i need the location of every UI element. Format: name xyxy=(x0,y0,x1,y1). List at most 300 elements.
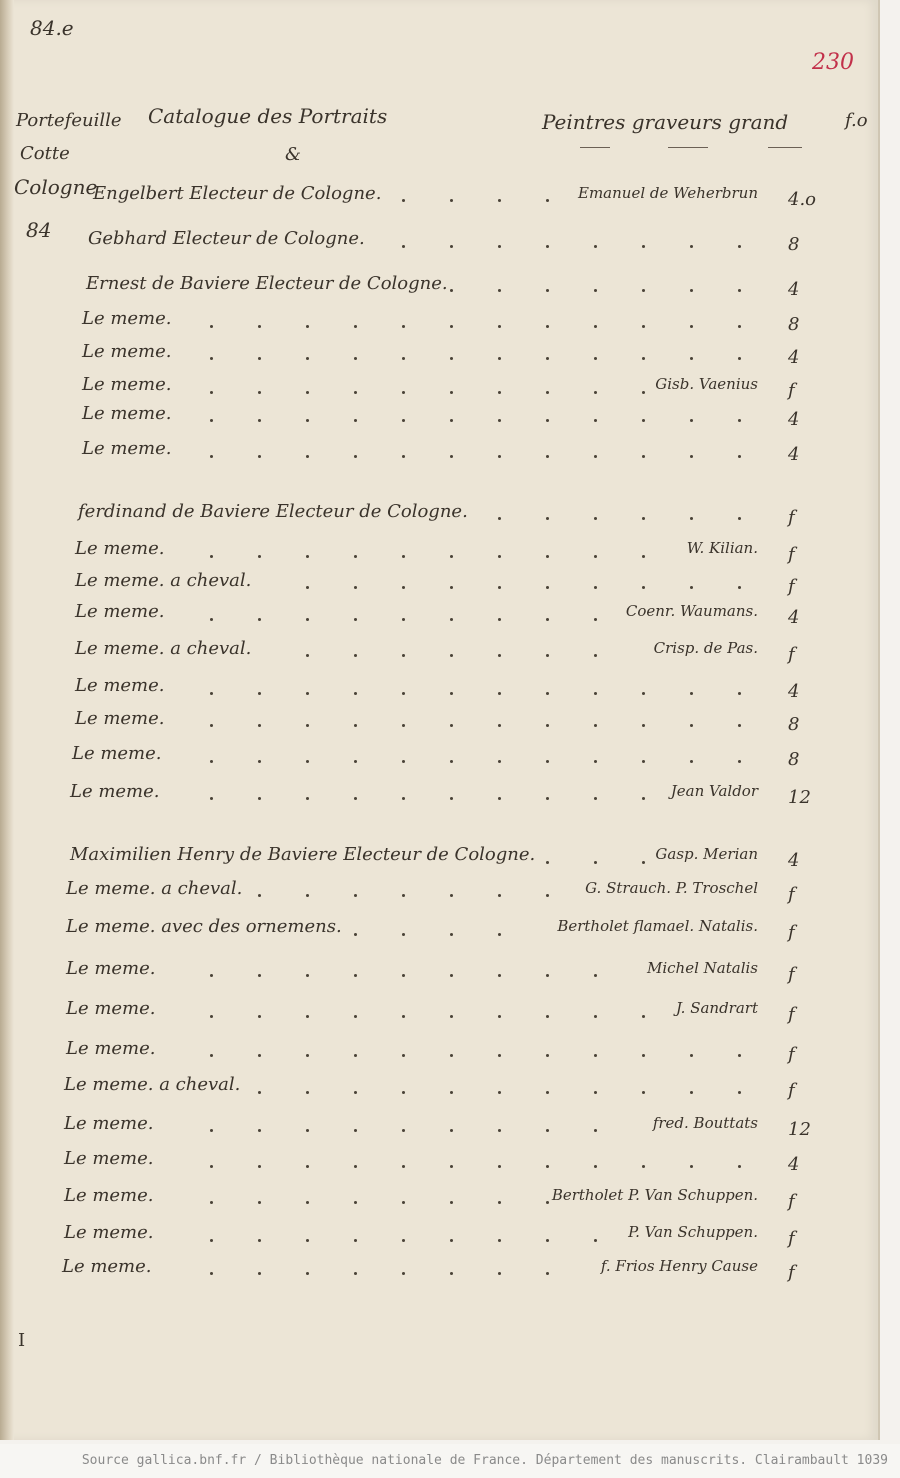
entry-size: f xyxy=(788,544,795,565)
leader-dot xyxy=(546,357,549,360)
entry-size: f xyxy=(788,884,795,905)
leader-dot xyxy=(594,325,597,328)
leader-dot xyxy=(498,289,501,292)
leader-dot xyxy=(306,974,309,977)
leader-dot xyxy=(306,894,309,897)
leader-dot xyxy=(402,391,405,394)
leader-dot xyxy=(354,586,357,589)
leader-dot xyxy=(258,1165,261,1168)
header-ampersand: & xyxy=(285,144,302,165)
leader-dot xyxy=(450,357,453,360)
leader-dot xyxy=(450,1239,453,1242)
leader-dot xyxy=(642,419,645,422)
entry-artist: Bertholet flamael. Natalis. xyxy=(557,917,758,935)
leader-dot xyxy=(546,894,549,897)
entry-artist: Gisb. Vaenius xyxy=(655,375,758,393)
leader-dot xyxy=(546,1272,549,1275)
leader-dot xyxy=(402,245,405,248)
leader-dot xyxy=(594,1129,597,1132)
leader-dot xyxy=(306,419,309,422)
leader-dot xyxy=(546,760,549,763)
entry-title: Le meme. xyxy=(82,438,172,459)
leader-dot xyxy=(450,797,453,800)
leader-dot xyxy=(354,894,357,897)
leader-dot xyxy=(546,618,549,621)
leader-dot xyxy=(402,1272,405,1275)
leader-dot xyxy=(690,1165,693,1168)
entry-title: Engelbert Electeur de Cologne. xyxy=(93,183,382,204)
leader-dot xyxy=(498,555,501,558)
leader-dot xyxy=(546,724,549,727)
entry-title: Le meme. xyxy=(75,675,165,696)
entry-title: Le meme. xyxy=(75,601,165,622)
leader-dot xyxy=(210,797,213,800)
leader-dot xyxy=(546,1129,549,1132)
leader-dot xyxy=(450,1091,453,1094)
leader-dot xyxy=(594,861,597,864)
entry-size: 4.o xyxy=(788,189,817,210)
leader-dot xyxy=(354,1201,357,1204)
leader-dot xyxy=(450,1165,453,1168)
entry-size: 4 xyxy=(788,444,800,465)
entry-artist: Bertholet P. Van Schuppen. xyxy=(551,1186,758,1204)
leader-dot xyxy=(306,618,309,621)
leader-dot xyxy=(258,391,261,394)
leader-dot xyxy=(498,586,501,589)
leader-dot xyxy=(498,724,501,727)
leader-dot xyxy=(498,245,501,248)
entry-title: Le meme. xyxy=(66,1038,156,1059)
leader-dot xyxy=(354,555,357,558)
leader-dot xyxy=(354,618,357,621)
leader-dot xyxy=(594,724,597,727)
leader-dot xyxy=(450,760,453,763)
leader-dot xyxy=(594,419,597,422)
entry-artist: Coenr. Waumans. xyxy=(625,602,758,620)
leader-dot xyxy=(306,1165,309,1168)
folio-number: 230 xyxy=(812,50,854,75)
leader-dot xyxy=(402,1015,405,1018)
entry-size: f xyxy=(788,922,795,943)
leader-dot xyxy=(306,797,309,800)
leader-dot xyxy=(594,618,597,621)
leader-dot xyxy=(354,692,357,695)
leader-dot xyxy=(306,391,309,394)
leader-dot xyxy=(258,1054,261,1057)
leader-dot xyxy=(306,654,309,657)
leader-dot xyxy=(450,724,453,727)
leader-dot xyxy=(258,618,261,621)
leader-dot xyxy=(546,325,549,328)
leader-dot xyxy=(258,724,261,727)
leader-dot xyxy=(642,1091,645,1094)
entry-size: 4 xyxy=(788,681,800,702)
leader-dot xyxy=(258,325,261,328)
leader-dot xyxy=(738,357,741,360)
entry-title: Le meme. xyxy=(64,1185,154,1206)
leader-dot xyxy=(498,1054,501,1057)
leader-dot xyxy=(738,289,741,292)
leader-dot xyxy=(258,894,261,897)
leader-dot xyxy=(258,1239,261,1242)
leader-dot xyxy=(642,1054,645,1057)
entry-title: Gebhard Electeur de Cologne. xyxy=(88,228,365,249)
entry-size: f xyxy=(788,1004,795,1025)
leader-dot xyxy=(210,391,213,394)
leader-dot xyxy=(354,724,357,727)
leader-dot xyxy=(258,555,261,558)
leader-dot xyxy=(738,517,741,520)
leader-dot xyxy=(450,1054,453,1057)
leader-dot xyxy=(642,692,645,695)
leader-dot xyxy=(642,724,645,727)
leader-dot xyxy=(402,894,405,897)
entry-artist: Crisp. de Pas. xyxy=(653,639,758,657)
leader-dot xyxy=(258,974,261,977)
leader-dot xyxy=(258,797,261,800)
leader-dot xyxy=(354,797,357,800)
entry-size: f xyxy=(788,1262,795,1283)
entry-size: 4 xyxy=(788,409,800,430)
leader-dot xyxy=(498,618,501,621)
entry-artist: Jean Valdor xyxy=(670,782,758,800)
leader-dot xyxy=(354,974,357,977)
leader-dot xyxy=(546,517,549,520)
leader-dot xyxy=(450,586,453,589)
leader-dot xyxy=(498,1239,501,1242)
leader-dot xyxy=(498,455,501,458)
leader-dot xyxy=(210,357,213,360)
leader-dot xyxy=(306,724,309,727)
leader-dot xyxy=(210,1272,213,1275)
leader-dot xyxy=(642,517,645,520)
entry-title: Maximilien Henry de Baviere Electeur de Cologne. xyxy=(70,844,536,865)
leader-dot xyxy=(450,419,453,422)
leader-dot xyxy=(258,455,261,458)
leader-dot xyxy=(498,1091,501,1094)
entry-title: Le meme. xyxy=(82,374,172,395)
leader-dot xyxy=(498,1272,501,1275)
entry-size: f xyxy=(788,1044,795,1065)
leader-dot xyxy=(594,391,597,394)
leader-dot xyxy=(738,245,741,248)
leader-dot xyxy=(594,1239,597,1242)
leader-dot xyxy=(258,1129,261,1132)
leader-dot xyxy=(354,1239,357,1242)
leader-dot xyxy=(594,1054,597,1057)
entry-title: Le meme. a cheval. xyxy=(64,1074,241,1095)
entry-artist: G. Strauch. P. Troschel xyxy=(585,879,758,897)
leader-dot xyxy=(210,1054,213,1057)
leader-dot xyxy=(210,724,213,727)
leader-dot xyxy=(690,724,693,727)
leader-dot xyxy=(594,517,597,520)
leader-dot xyxy=(642,861,645,864)
leader-dot xyxy=(354,325,357,328)
source-footer: Source gallica.bnf.fr / Bibliothèque nationale de France. Département des manuscrits. Clairambault 1039 xyxy=(0,1444,900,1478)
entry-size: f xyxy=(788,1191,795,1212)
leader-dot xyxy=(402,1054,405,1057)
leader-dot xyxy=(402,654,405,657)
header-catalogue: Catalogue des Portraits xyxy=(148,104,388,128)
entry-artist: Michel Natalis xyxy=(647,959,758,977)
leader-dot xyxy=(546,419,549,422)
leader-dot xyxy=(450,1272,453,1275)
leader-dot xyxy=(498,419,501,422)
entry-size: f xyxy=(788,380,795,401)
entry-size: f xyxy=(788,644,795,665)
leader-dot xyxy=(210,692,213,695)
leader-dot xyxy=(258,1091,261,1094)
leader-dot xyxy=(354,654,357,657)
entry-size: 8 xyxy=(788,714,800,735)
leader-dot xyxy=(594,245,597,248)
top-reference: 84.e xyxy=(30,16,74,40)
leader-dot xyxy=(258,419,261,422)
entry-artist: Gasp. Merian xyxy=(655,845,758,863)
leader-dot xyxy=(450,199,453,202)
entry-artist: J. Sandrart xyxy=(675,999,758,1017)
leader-dot xyxy=(402,1165,405,1168)
entry-artist: fred. Bouttats xyxy=(652,1114,758,1132)
leader-dot xyxy=(306,1015,309,1018)
leader-dot xyxy=(402,199,405,202)
leader-dot xyxy=(498,199,501,202)
margin-cotte: Cotte xyxy=(20,143,70,164)
leader-dot xyxy=(546,692,549,695)
header-underline-2 xyxy=(668,147,708,148)
leader-dot xyxy=(738,760,741,763)
entry-title: Ernest de Baviere Electeur de Cologne. xyxy=(86,273,448,294)
entry-size: f xyxy=(788,964,795,985)
leader-dot xyxy=(546,289,549,292)
leader-dot xyxy=(594,357,597,360)
leader-dot xyxy=(210,455,213,458)
leader-dot xyxy=(546,797,549,800)
leader-dot xyxy=(306,1239,309,1242)
leader-dot xyxy=(210,1015,213,1018)
leader-dot xyxy=(546,1091,549,1094)
leader-dot xyxy=(738,325,741,328)
leader-dot xyxy=(690,760,693,763)
leader-dot xyxy=(738,1054,741,1057)
leader-dot xyxy=(210,1239,213,1242)
entry-title: Le meme. a cheval. xyxy=(75,638,252,659)
entry-title: Le meme. xyxy=(75,708,165,729)
entry-title: Le meme. xyxy=(66,998,156,1019)
leader-dot xyxy=(450,245,453,248)
leader-dot xyxy=(306,1201,309,1204)
entry-size: 4 xyxy=(788,279,800,300)
entry-title: Le meme. a cheval. xyxy=(66,878,243,899)
leader-dot xyxy=(690,325,693,328)
leader-dot xyxy=(306,455,309,458)
entry-size: 4 xyxy=(788,347,800,368)
leader-dot xyxy=(498,325,501,328)
leader-dot xyxy=(594,1165,597,1168)
leader-dot xyxy=(450,974,453,977)
leader-dot xyxy=(450,1129,453,1132)
entry-title: Le meme. xyxy=(72,743,162,764)
entry-title: Le meme. xyxy=(64,1222,154,1243)
leader-dot xyxy=(738,692,741,695)
entry-size: 12 xyxy=(788,787,811,808)
leader-dot xyxy=(642,357,645,360)
leader-dot xyxy=(306,760,309,763)
leader-dot xyxy=(738,455,741,458)
header-underline-3 xyxy=(768,147,802,148)
leader-dot xyxy=(354,760,357,763)
entry-title: Le meme. xyxy=(82,308,172,329)
leader-dot xyxy=(450,325,453,328)
leader-dot xyxy=(642,391,645,394)
entry-title: Le meme. xyxy=(64,1148,154,1169)
leader-dot xyxy=(498,654,501,657)
leader-dot xyxy=(402,760,405,763)
leader-dot xyxy=(546,555,549,558)
leader-dot xyxy=(354,1091,357,1094)
leader-dot xyxy=(210,419,213,422)
leader-dot xyxy=(306,1272,309,1275)
margin-portefeuille: Portefeuille xyxy=(16,110,122,131)
leader-dot xyxy=(546,974,549,977)
entry-size: 12 xyxy=(788,1119,811,1140)
entry-artist: Emanuel de Weherbrun xyxy=(578,184,758,202)
leader-dot xyxy=(690,357,693,360)
leader-dot xyxy=(738,419,741,422)
leader-dot xyxy=(402,555,405,558)
leader-dot xyxy=(402,618,405,621)
leader-dot xyxy=(450,618,453,621)
leader-dot xyxy=(642,455,645,458)
entry-size: f xyxy=(788,1080,795,1101)
leader-dot xyxy=(738,1091,741,1094)
leader-dot xyxy=(546,654,549,657)
leader-dot xyxy=(594,289,597,292)
leader-dot xyxy=(354,357,357,360)
leader-dot xyxy=(402,692,405,695)
leader-dot xyxy=(210,1165,213,1168)
leader-dot xyxy=(594,974,597,977)
leader-dot xyxy=(690,1054,693,1057)
entry-title: Le meme. xyxy=(70,781,160,802)
leader-dot xyxy=(450,391,453,394)
leader-dot xyxy=(450,692,453,695)
leader-dot xyxy=(306,555,309,558)
leader-dot xyxy=(210,618,213,621)
leader-dot xyxy=(498,760,501,763)
leader-dot xyxy=(546,1054,549,1057)
leader-dot xyxy=(690,419,693,422)
leader-dot xyxy=(642,289,645,292)
leader-dot xyxy=(306,1091,309,1094)
leader-dot xyxy=(546,1239,549,1242)
leader-dot xyxy=(354,1129,357,1132)
entry-title: Le meme. xyxy=(64,1113,154,1134)
leader-dot xyxy=(690,586,693,589)
leader-dot xyxy=(450,555,453,558)
leader-dot xyxy=(354,933,357,936)
bottom-margin-mark: I xyxy=(18,1330,26,1351)
entry-title: Le meme. xyxy=(75,538,165,559)
leader-dot xyxy=(498,1201,501,1204)
leader-dot xyxy=(546,199,549,202)
leader-dot xyxy=(402,586,405,589)
leader-dot xyxy=(498,357,501,360)
leader-dot xyxy=(498,1165,501,1168)
leader-dot xyxy=(498,797,501,800)
leader-dot xyxy=(690,1091,693,1094)
entry-artist: P. Van Schuppen. xyxy=(628,1223,758,1241)
leader-dot xyxy=(690,289,693,292)
leader-dot xyxy=(690,517,693,520)
leader-dot xyxy=(642,1165,645,1168)
leader-dot xyxy=(354,1272,357,1275)
leader-dot xyxy=(210,974,213,977)
leader-dot xyxy=(690,692,693,695)
header-peintres-graveurs: Peintres graveurs grand xyxy=(542,110,789,134)
leader-dot xyxy=(498,1015,501,1018)
leader-dot xyxy=(450,654,453,657)
header-underline-1 xyxy=(580,147,610,148)
entry-size: 8 xyxy=(788,749,800,770)
entry-size: f xyxy=(788,1228,795,1249)
leader-dot xyxy=(690,245,693,248)
leader-dot xyxy=(258,357,261,360)
leader-dot xyxy=(738,724,741,727)
leader-dot xyxy=(306,325,309,328)
leader-dot xyxy=(354,391,357,394)
leader-dot xyxy=(210,1129,213,1132)
leader-dot xyxy=(642,760,645,763)
leader-dot xyxy=(258,1201,261,1204)
leader-dot xyxy=(354,455,357,458)
leader-dot xyxy=(402,1239,405,1242)
leader-dot xyxy=(594,586,597,589)
leader-dot xyxy=(354,419,357,422)
leader-dot xyxy=(306,1129,309,1132)
leader-dot xyxy=(306,586,309,589)
leader-dot xyxy=(642,555,645,558)
entry-title: Le meme. xyxy=(66,958,156,979)
leader-dot xyxy=(450,455,453,458)
entry-size: 4 xyxy=(788,607,800,628)
leader-dot xyxy=(594,760,597,763)
leader-dot xyxy=(402,325,405,328)
entry-size: 8 xyxy=(788,234,800,255)
leader-dot xyxy=(402,419,405,422)
leader-dot xyxy=(738,586,741,589)
leader-dot xyxy=(450,894,453,897)
leader-dot xyxy=(450,933,453,936)
leader-dot xyxy=(738,1165,741,1168)
leader-dot xyxy=(402,724,405,727)
leader-dot xyxy=(642,1015,645,1018)
leader-dot xyxy=(498,391,501,394)
leader-dot xyxy=(354,1054,357,1057)
entry-title: Le meme. xyxy=(82,341,172,362)
leader-dot xyxy=(402,357,405,360)
leader-dot xyxy=(642,586,645,589)
leader-dot xyxy=(594,1091,597,1094)
leader-dot xyxy=(594,1015,597,1018)
leader-dot xyxy=(306,357,309,360)
leader-dot xyxy=(594,797,597,800)
entry-title: Le meme. a cheval. xyxy=(75,570,252,591)
leader-dot xyxy=(258,692,261,695)
entry-title: ferdinand de Baviere Electeur de Cologne. xyxy=(78,501,468,522)
leader-dot xyxy=(258,1015,261,1018)
